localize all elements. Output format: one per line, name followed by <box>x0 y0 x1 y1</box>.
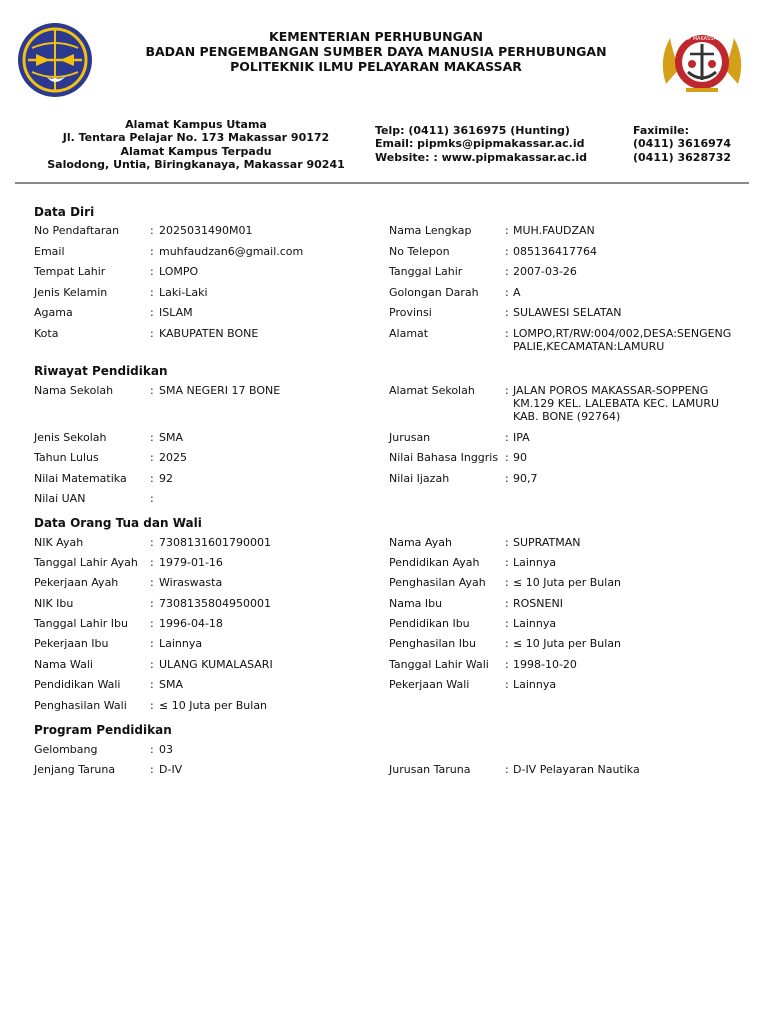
field-separator: : <box>505 536 509 549</box>
field-label: Tanggal Lahir Ayah <box>34 556 138 569</box>
contact-info <box>375 124 625 164</box>
field-value-pekerjaan-ibu: Lainnya <box>159 637 203 650</box>
field-label: Pekerjaan Ayah <box>34 576 119 589</box>
field-value-pekerjaan-wali: Lainnya <box>513 678 557 691</box>
field-label: Nama Lengkap <box>389 224 472 237</box>
field-value-email: muhfaudzan6@gmail.com <box>159 245 304 258</box>
field-value-no-pendaftaran: 2025031490M01 <box>159 224 253 237</box>
field-separator: : <box>150 306 154 319</box>
field-label: Nilai Ijazah <box>389 472 450 485</box>
field-label: Golongan Darah <box>389 286 479 299</box>
field-value-nik-ibu: 7308135804950001 <box>159 597 271 610</box>
field-label: Provinsi <box>389 306 432 319</box>
field-value-jenjang-taruna: D-IV <box>159 763 183 776</box>
fax-info <box>633 124 763 164</box>
field-separator: : <box>505 245 509 258</box>
field-separator: : <box>150 678 154 691</box>
field-label: Pekerjaan Wali <box>389 678 470 691</box>
field-separator: : <box>505 763 509 776</box>
field-separator: : <box>150 597 154 610</box>
field-separator: : <box>150 451 154 464</box>
field-separator: : <box>150 556 154 569</box>
field-value-kota: KABUPATEN BONE <box>159 327 259 340</box>
field-value-jurusan-taruna: D-IV Pelayaran Nautika <box>513 763 640 776</box>
field-separator: : <box>150 265 154 278</box>
field-value-nama-ibu: ROSNENI <box>513 597 563 610</box>
field-value-nama-wali: ULANG KUMALASARI <box>159 658 273 671</box>
field-separator: : <box>150 224 154 237</box>
agency-name: BADAN PENGEMBANGAN SUMBER DAYA MANUSIA PERHUBUNGAN <box>145 44 607 59</box>
field-separator: : <box>150 286 154 299</box>
field-value-tanggal-lahir: 2007-03-26 <box>513 265 577 278</box>
integrated-campus-address: Salodong, Untia, Biringkanaya, Makassar 90241 <box>47 157 345 171</box>
field-value-alamat: LOMPO,RT/RW:004/002,DESA:SENGENG PALIE,KECAMATAN:LAMURU <box>513 327 732 354</box>
field-label: Pekerjaan Ibu <box>34 637 109 650</box>
field-value-nama-sekolah: SMA NEGERI 17 BONE <box>159 384 281 397</box>
field-separator: : <box>505 678 509 691</box>
field-value-no-telepon: 085136417764 <box>513 245 597 258</box>
field-label: Agama <box>34 306 73 319</box>
field-separator: : <box>505 327 509 340</box>
main-campus-label: Alamat Kampus Utama <box>125 118 267 131</box>
field-separator: : <box>150 472 154 485</box>
pip-makassar-logo-icon <box>656 24 748 98</box>
field-separator: : <box>505 265 509 278</box>
field-value-nama-lengkap: MUH.FAUDZAN <box>513 224 595 237</box>
field-value-tanggal-lahir-ibu: 1996-04-18 <box>159 617 223 630</box>
field-label: Tempat Lahir <box>34 265 106 278</box>
section-title-program-pendidikan: Program Pendidikan <box>34 723 172 737</box>
field-value-jenis-sekolah: SMA <box>159 431 183 444</box>
field-separator: : <box>505 431 509 444</box>
section-title-orang-tua: Data Orang Tua dan Wali <box>34 516 202 530</box>
field-separator: : <box>150 763 154 776</box>
field-value-gelombang: 03 <box>159 743 173 756</box>
field-separator: : <box>150 431 154 444</box>
field-label: Kota <box>34 327 59 340</box>
field-separator: : <box>150 743 154 756</box>
field-label: Nama Wali <box>34 658 93 671</box>
field-separator: : <box>150 699 154 712</box>
field-separator: : <box>150 245 154 258</box>
field-label: Nama Sekolah <box>34 384 114 397</box>
field-label: NIK Ibu <box>34 597 74 610</box>
field-separator: : <box>150 617 154 630</box>
field-label: Nilai UAN <box>34 492 86 505</box>
field-label: Tanggal Lahir Wali <box>389 658 489 671</box>
field-separator: : <box>505 576 509 589</box>
field-label: Tahun Lulus <box>34 451 99 464</box>
field-label: Alamat Sekolah <box>389 384 475 397</box>
field-label: Tanggal Lahir Ibu <box>34 617 128 630</box>
field-value-provinsi: SULAWESI SELATAN <box>513 306 622 319</box>
header-divider <box>15 182 749 184</box>
field-value-nilai-ijazah: 90,7 <box>513 472 538 485</box>
field-label: No Pendaftaran <box>34 224 120 237</box>
field-value-agama: ISLAM <box>159 306 193 319</box>
field-label: Pendidikan Wali <box>34 678 121 691</box>
field-separator: : <box>150 492 154 505</box>
fax-number-2: (0411) 3628732 <box>633 150 732 164</box>
field-label: Jenjang Taruna <box>34 763 116 776</box>
field-separator: : <box>505 556 509 569</box>
field-value-tahun-lulus: 2025 <box>159 451 187 464</box>
field-label: Penghasilan Ayah <box>389 576 486 589</box>
field-label: Alamat <box>389 327 429 340</box>
section-title-riwayat-pendidikan: Riwayat Pendidikan <box>34 364 168 378</box>
field-label: Nilai Bahasa Inggris <box>389 451 499 464</box>
field-value-nik-ayah: 7308131601790001 <box>159 536 271 549</box>
field-value-pekerjaan-ayah: Wiraswasta <box>159 576 223 589</box>
field-label: Tanggal Lahir <box>389 265 463 278</box>
field-label: Pendidikan Ayah <box>389 556 480 569</box>
svg-text:PIP MAKASSAR: PIP MAKASSAR <box>683 36 721 42</box>
field-separator: : <box>150 576 154 589</box>
telephone: Telp: (0411) 3616975 (Hunting) <box>375 124 570 137</box>
website: Website: : www.pipmakassar.ac.id <box>375 150 587 164</box>
field-value-penghasilan-ibu: ≤ 10 Juta per Bulan <box>513 637 622 650</box>
field-label: Penghasilan Wali <box>34 699 127 712</box>
field-value-pendidikan-ibu: Lainnya <box>513 617 557 630</box>
field-value-tanggal-lahir-wali: 1998-10-20 <box>513 658 577 671</box>
field-label: Pendidikan Ibu <box>389 617 470 630</box>
field-separator: : <box>505 384 509 397</box>
field-separator: : <box>150 658 154 671</box>
field-label: Jenis Sekolah <box>34 431 107 444</box>
kemenhub-logo-icon <box>16 20 94 100</box>
field-separator: : <box>150 637 154 650</box>
field-separator: : <box>150 327 154 340</box>
field-label: Jurusan <box>389 431 431 444</box>
ministry-name: KEMENTERIAN PERHUBUNGAN <box>269 29 483 44</box>
field-label: No Telepon <box>389 245 450 258</box>
field-value-jenis-kelamin: Laki-Laki <box>159 286 208 299</box>
field-separator: : <box>505 224 509 237</box>
field-separator: : <box>150 536 154 549</box>
field-label: Jenis Kelamin <box>34 286 108 299</box>
field-label: Nilai Matematika <box>34 472 127 485</box>
letterhead <box>0 0 768 185</box>
integrated-campus-label: Alamat Kampus Terpadu <box>120 144 272 158</box>
field-value-tempat-lahir: LOMPO <box>159 265 199 278</box>
field-separator: : <box>505 306 509 319</box>
campus-address <box>40 118 352 171</box>
field-separator: : <box>505 637 509 650</box>
section-title-data-diri: Data Diri <box>34 205 95 219</box>
field-value-nama-ayah: SUPRATMAN <box>513 536 581 549</box>
field-value-pendidikan-ayah: Lainnya <box>513 556 557 569</box>
field-label: Email <box>34 245 65 258</box>
field-label: NIK Ayah <box>34 536 84 549</box>
field-value-tanggal-lahir-ayah: 1979-01-16 <box>159 556 223 569</box>
field-separator: : <box>505 658 509 671</box>
school-name: POLITEKNIK ILMU PELAYARAN MAKASSAR <box>230 59 522 74</box>
field-value-penghasilan-ayah: ≤ 10 Juta per Bulan <box>513 576 622 589</box>
field-label: Penghasilan Ibu <box>389 637 476 650</box>
main-campus-address: Jl. Tentara Pelajar No. 173 Makassar 90172 <box>62 131 330 145</box>
fax-number-1: (0411) 3616974 <box>633 137 732 151</box>
fax-label: Faximile: <box>633 124 690 137</box>
field-separator: : <box>505 286 509 299</box>
field-separator: : <box>505 617 509 630</box>
field-label: Gelombang <box>34 743 98 756</box>
email-address: Email: pipmks@pipmakassar.ac.id <box>375 137 585 151</box>
field-separator: : <box>150 384 154 397</box>
field-value-alamat-sekolah: JALAN POROS MAKASSAR-SOPPENG KM.129 KEL. LALEBATA KEC. LAMURU KAB. BONE (92764) <box>513 384 720 424</box>
field-value-golongan-darah: A <box>513 286 521 299</box>
field-separator: : <box>505 472 509 485</box>
field-label: Jurusan Taruna <box>389 763 471 776</box>
field-label: Nama Ibu <box>389 597 443 610</box>
field-value-penghasilan-wali: ≤ 10 Juta per Bulan <box>159 699 268 712</box>
field-value-nilai-matematika: 92 <box>159 472 173 485</box>
field-value-jurusan: IPA <box>513 431 530 444</box>
field-separator: : <box>505 451 509 464</box>
institution-title <box>100 29 652 74</box>
field-value-pendidikan-wali: SMA <box>159 678 183 691</box>
field-separator: : <box>505 597 509 610</box>
field-value-nilai-bahasa-inggris: 90 <box>513 451 527 464</box>
field-label: Nama Ayah <box>389 536 452 549</box>
